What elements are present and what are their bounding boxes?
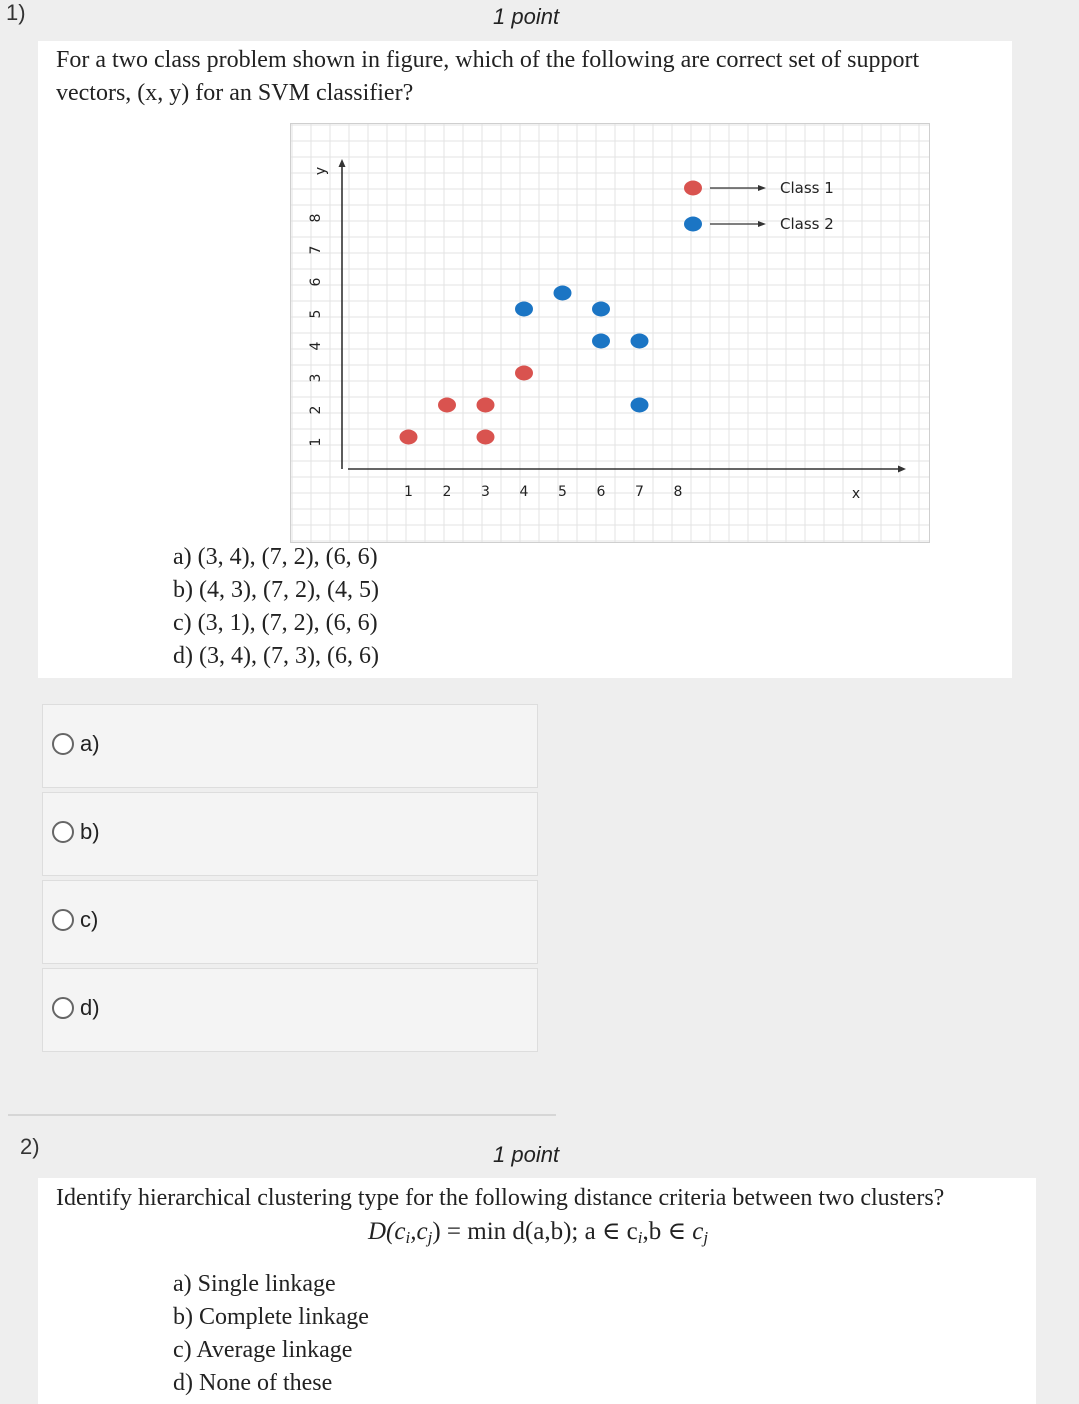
legend-label-1: Class 1 — [780, 179, 834, 197]
choice-c[interactable] — [42, 880, 538, 964]
question-1-points: 1 point — [493, 4, 560, 29]
choice-b-label: b) — [80, 819, 100, 844]
q2-option-text-a: a) Single linkage — [173, 1271, 336, 1297]
choice-a-label: a) — [80, 731, 100, 756]
class-2-point — [592, 302, 610, 317]
radio-c[interactable] — [52, 909, 74, 931]
choice-c-label: c) — [80, 907, 99, 932]
legend-label-2: Class 2 — [780, 215, 834, 233]
y-tick-label: 1 — [308, 437, 324, 447]
option-text-a: a) (3, 4), (7, 2), (6, 6) — [173, 544, 378, 570]
question-1-option-list — [173, 541, 379, 673]
y-tick-label: 5 — [308, 309, 324, 319]
y-tick-label: 2 — [308, 405, 324, 415]
question-1-image — [38, 41, 1012, 678]
y-tick-label: 4 — [308, 341, 324, 351]
question-divider — [8, 1114, 556, 1116]
question-1-number: 1) — [6, 0, 26, 25]
legend-marker-2 — [684, 217, 702, 232]
x-tick-label: 2 — [442, 484, 452, 500]
q2-option-text-b: b) Complete linkage — [173, 1304, 369, 1330]
class-1-point — [400, 430, 418, 445]
option-text-d: d) (3, 4), (7, 3), (6, 6) — [173, 643, 379, 669]
y-axis-label: y — [313, 166, 329, 176]
question-2-text: Identify hierarchical clustering type for the following distance criteria between two clusters? — [56, 1185, 945, 1211]
x-axis-label: x — [851, 486, 861, 502]
y-tick-label: 8 — [308, 213, 324, 223]
q2-option-text-c: c) Average linkage — [173, 1337, 353, 1363]
distance-formula: D(ci,cj) = min d(a,b); a ∈ ci,b ∈ cj — [368, 1218, 709, 1247]
y-tick-label: 7 — [308, 245, 324, 255]
legend-arrow-icon — [758, 221, 766, 227]
choice-d-label: d) — [80, 995, 100, 1020]
x-tick-label: 3 — [481, 484, 490, 500]
y-tick-label: 3 — [308, 373, 324, 383]
svm-scatter-chart — [290, 123, 930, 543]
x-tick-label: 4 — [519, 484, 529, 500]
radio-a[interactable] — [52, 733, 74, 755]
class-2-point — [592, 334, 610, 349]
question-2-number: 2) — [20, 1134, 40, 1159]
question-2-image — [38, 1178, 1036, 1404]
question-1-text: For a two class problem shown in figure, which of the following are correct set of support vectors, (x, y) for an SVM classifier? — [56, 47, 920, 106]
x-axis-arrow-icon — [898, 466, 906, 473]
legend-arrow-icon — [758, 185, 766, 191]
y-tick-label: 6 — [308, 277, 324, 287]
x-tick-label: 7 — [635, 484, 644, 500]
class-2-point — [631, 334, 649, 349]
class-1-point — [438, 398, 456, 413]
x-tick-label: 5 — [558, 484, 567, 500]
class-1-point — [477, 430, 495, 445]
class-1-point — [477, 398, 495, 413]
question-2-option-list — [173, 1268, 369, 1400]
radio-b[interactable] — [52, 821, 74, 843]
class-2-point — [515, 302, 533, 317]
class-2-point — [631, 398, 649, 413]
y-axis-arrow-icon — [339, 159, 346, 167]
option-text-c: c) (3, 1), (7, 2), (6, 6) — [173, 610, 378, 636]
choice-a[interactable] — [42, 704, 538, 788]
choice-d[interactable] — [42, 968, 538, 1052]
x-tick-label: 6 — [596, 484, 606, 500]
option-text-b: b) (4, 3), (7, 2), (4, 5) — [173, 577, 379, 603]
class-2-point — [554, 286, 572, 301]
class-1-point — [515, 366, 533, 381]
q2-option-text-d: d) None of these — [173, 1370, 333, 1396]
radio-d[interactable] — [52, 997, 74, 1019]
choice-b[interactable] — [42, 792, 538, 876]
legend-marker-1 — [684, 181, 702, 196]
question-2-points: 1 point — [493, 1142, 560, 1167]
x-tick-label: 8 — [673, 484, 683, 500]
x-tick-label: 1 — [404, 484, 413, 500]
